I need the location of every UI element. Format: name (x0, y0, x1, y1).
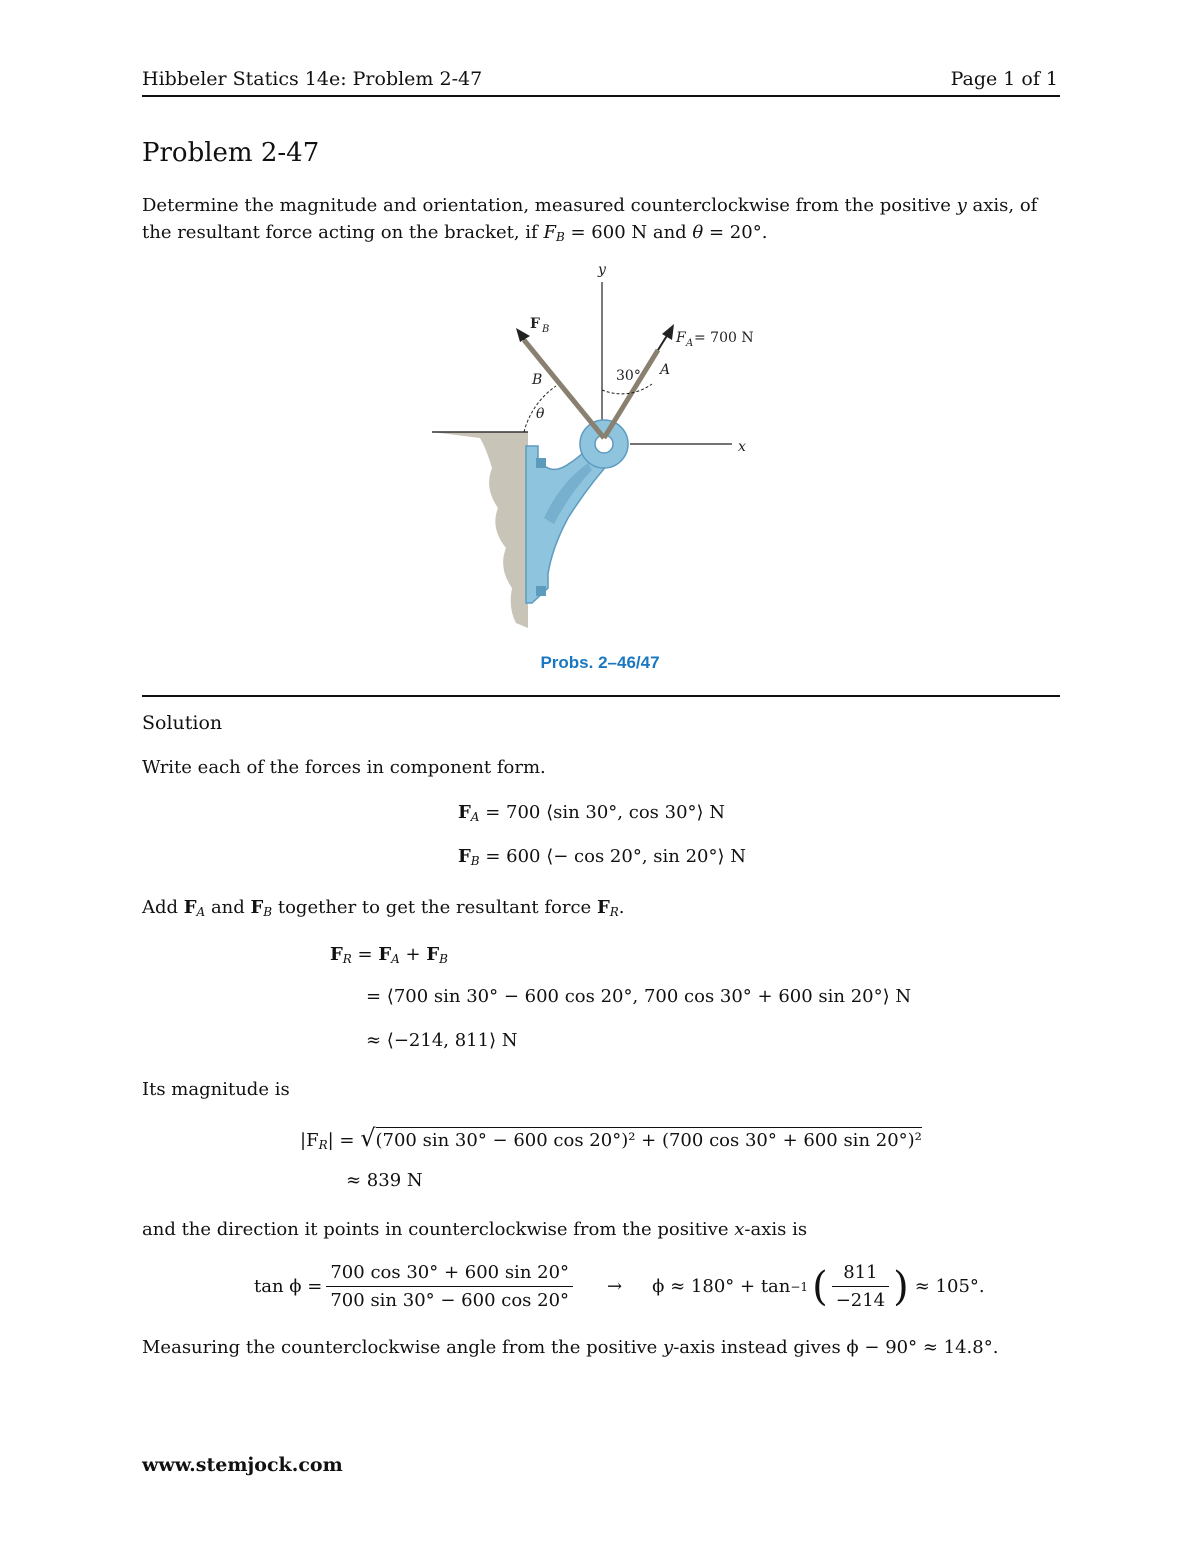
arrow-fb-head (516, 328, 530, 342)
arctan-fraction: $\frac{811}{-214}$ (832, 1262, 889, 1311)
figure-caption: Probs. 2–46/47 (540, 653, 660, 672)
bolt-upper (536, 458, 546, 468)
arrow-fa-head (662, 324, 674, 340)
solution-heading: Solution (142, 712, 223, 734)
equation-fr-components: = ⟨700 sin 30° − 600 cos 20°, 700 cos 30° + 600 sin 20°⟩ N (366, 986, 912, 1007)
cable-a (604, 350, 658, 438)
label-b: B (532, 372, 543, 388)
footer-url[interactable]: www.stemjock.com (142, 1454, 343, 1476)
bolt-lower (536, 586, 546, 596)
label-fa-sub: A (686, 338, 694, 349)
equation-direction: tan ϕ = $\frac{700 \cos 30^\circ + 600 \sin 20^\circ}{700 \sin 30^\circ - 600 \cos 20^\circ}$ → ϕ ≈ 180° + tan −1 ( $\frac{811}{-214}$ ) ≈ 105°. (254, 1262, 985, 1311)
bracket-figure (420, 258, 800, 678)
solution-intro: Write each of the forces in component form. (142, 757, 546, 778)
equation-magnitude: $|F_R| = √(700$ sin 30° − 600 cos 20°)² + (700 cos 30° + 600 sin 20°)² (300, 1124, 922, 1152)
equation-fa: $F_A = 700$ ⟨sin 30°, cos 30°⟩ N (458, 802, 726, 824)
tan-fraction: $\frac{700 \cos 30^\circ + 600 \sin 20^\circ}{700 \sin 30^\circ - 600 \cos 20^\circ}$ (326, 1262, 573, 1311)
wall-shape (432, 432, 528, 628)
label-fb: F (530, 316, 540, 332)
equation-fb: $F_B = 600$ ⟨− cos 20°, sin 20°⟩ N (458, 846, 746, 868)
label-x-axis: x (738, 439, 746, 455)
label-fb-sub: B (542, 324, 550, 335)
label-angle-30: 30° (616, 368, 641, 384)
label-y-axis: y (598, 262, 606, 278)
equation-fr-result: ≈ ⟨−214, 811⟩ N (366, 1030, 518, 1051)
add-forces-text: Add $F_A$ and $F_B$ together to get the resultant force $F_R$. (142, 897, 625, 919)
label-fa: F (676, 330, 686, 346)
label-theta: θ (536, 406, 545, 422)
equation-fr-sum: $F_R = F_A + F_B$ (330, 944, 448, 966)
magnitude-text: Its magnitude is (142, 1079, 290, 1100)
final-answer-text: Measuring the counterclockwise angle from the positive y-axis instead gives ϕ − 90° ≈ 14.8°. (142, 1337, 999, 1358)
header-title: Hibbeler Statics 14e: Problem 2-47 (142, 68, 483, 90)
section-rule (142, 695, 1060, 697)
problem-title: Problem 2-47 (142, 138, 320, 168)
equation-magnitude-result: ≈ 839 N (346, 1170, 423, 1191)
label-fa-value: = 700 N (694, 330, 754, 346)
header-page-number: Page 1 of 1 (950, 68, 1058, 90)
problem-statement: Determine the magnitude and orientation, measured counterclockwise from the positive y axis, of the resultant force acting on the bracket, if $F_B = 600$ N and θ = 20°. (142, 195, 1038, 244)
label-a: A (660, 362, 671, 378)
angle-arc-30 (602, 384, 652, 394)
direction-text: and the direction it points in counterclockwise from the positive x-axis is (142, 1219, 808, 1240)
header-rule (142, 95, 1060, 97)
cable-b (524, 340, 604, 438)
